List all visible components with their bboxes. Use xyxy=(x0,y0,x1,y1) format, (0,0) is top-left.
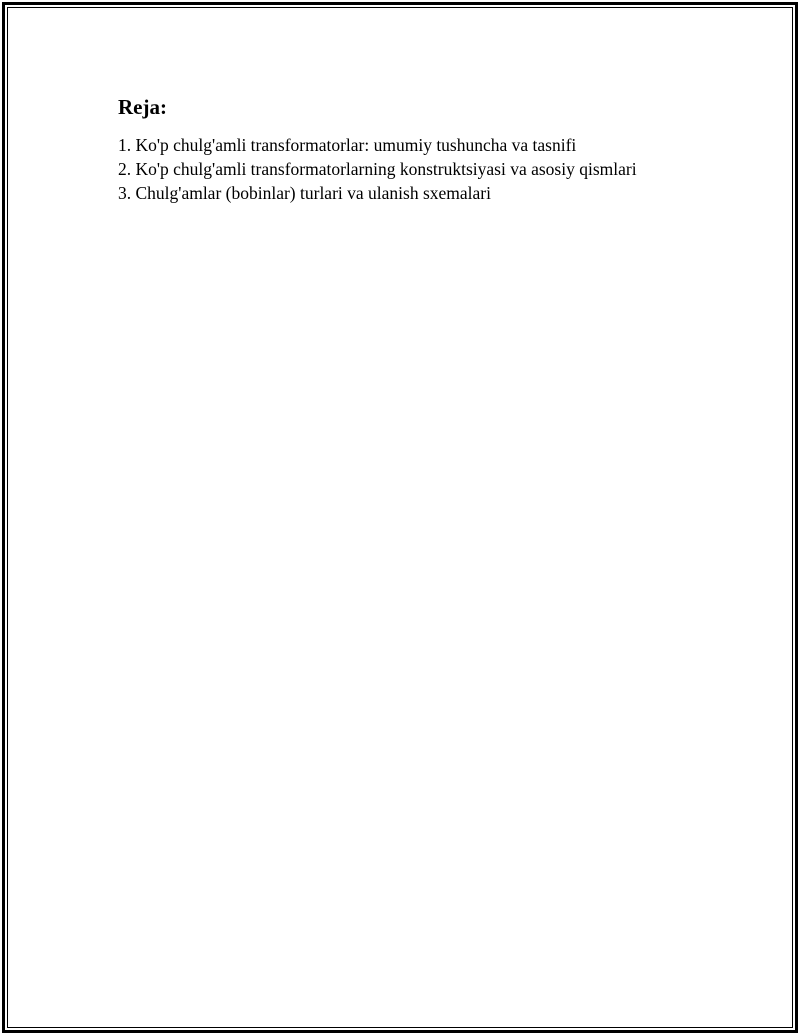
plan-item-number: 3. xyxy=(118,183,132,203)
plan-item-text: Ko'p chulg'amli transformatorlar: umumiy tushuncha va tasnifi xyxy=(135,135,577,155)
plan-heading: Reja: xyxy=(118,95,167,119)
plan-item-text: Chulg'amlar (bobinlar) turlari va ulanish sxemalari xyxy=(135,183,491,203)
plan-item-3 xyxy=(118,181,718,205)
plan-list xyxy=(118,133,718,205)
plan-item-number: 2. xyxy=(118,159,132,179)
plan-item-2 xyxy=(118,157,718,181)
document-content xyxy=(118,95,718,205)
plan-item-text: Ko'p chulg'amli transformatorlarning konstruktsiyasi va asosiy qismlari xyxy=(135,159,637,179)
plan-item-number: 1. xyxy=(118,135,132,155)
plan-item-1 xyxy=(118,133,718,157)
